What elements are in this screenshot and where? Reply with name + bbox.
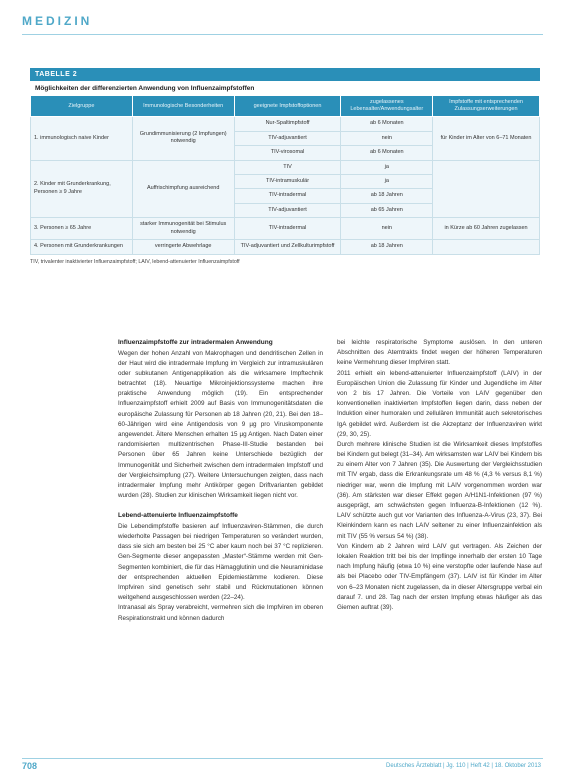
paragraph: Intranasal als Spray verabreicht, vermehren sich die Impfviren im oberen Respirationstrakt und können dadurch <box>118 604 323 622</box>
table-cell-immuno: starker Immunogenität bei Stimulus notwendig <box>132 218 234 240</box>
article-column-right <box>337 338 542 624</box>
table-cell-age: ab 65 Jahren <box>341 203 433 217</box>
table-cell-option: TIV-adjuvantiert <box>234 203 341 217</box>
table-cell-option: TIV-intramuskulär <box>234 174 341 188</box>
table-cell-ext: für Kinder im Alter von 6–71 Monaten <box>433 117 540 160</box>
table-cell-immuno: verringerte Abwehrlage <box>132 240 234 254</box>
article-body <box>118 338 542 624</box>
page-number: 708 <box>22 761 38 771</box>
journal-citation: Deutsches Ärzteblatt | Jg. 110 | Heft 42 | 18. Oktober 2013 <box>386 763 541 769</box>
table-cell-age: nein <box>341 218 433 240</box>
table-header: zugelassenes Lebensalter/Anwendungsalter <box>341 96 433 117</box>
section-label: MEDIZIN <box>22 14 93 28</box>
table-header: geeignete Impfstoffoptionen <box>234 96 341 117</box>
table-cell-age: ab 6 Monaten <box>341 146 433 160</box>
table-row <box>31 218 540 240</box>
table-row <box>31 240 540 254</box>
paragraph: Durch mehrere klinische Studien ist die Wirksamkeit dieses Impfstoffes bei Kindern gut belegt (31–34). Am wirksamsten war LAIV bei Kindern bis zu einem Alter von 7 Jahren (35). Die Auswertung der Vergleichsstudien mit TIV ergab, dass die Erkrankungsrate um 48 % (4,3 % versus 8,1 %) niedriger war, wenn die Impfung mit LAIV vorgenommen worden war (36). Am stärksten war dieser Effekt gegen A/H1N1-Infektionen (97 %) ausgeprägt, am schwächsten gegen Influenza-B-Infektionen (12 %). LAIV schützte auch gut vor Varianten des Influenza-A-Virus (23, 37). Bei Kleinkindern kann es nach LAIV seltener zu einer Influenzainfektion als mit TIV (55 % versus 54 %) (38). <box>337 440 542 540</box>
table-cell-group: 3. Personen ≥ 65 Jahre <box>31 218 133 240</box>
table-header: Impfstoffe mit entsprechenden Zulassungserweiterungen <box>433 96 540 117</box>
table-title: TABELLE 2 <box>30 68 540 81</box>
table-cell-age: ab 18 Jahren <box>341 240 433 254</box>
table-cell-age: ja <box>341 160 433 174</box>
table-cell-ext: in Kürze ab 60 Jahren zugelassen <box>433 218 540 240</box>
table-cell-option: TIV-adjuvantiert und Zellkulturimpfstoff <box>234 240 341 254</box>
footer-rule <box>22 758 543 759</box>
paragraph: Wegen der hohen Anzahl von Makrophagen und dendritischen Zellen in der Haut wird die intradermale Impfung im Vergleich zur intramuskulären oder subkutanen Antigenapplikation als die wirksamere Impftechnik betrachtet (18). Neuartige Mikroinjektionssysteme machen ihre praktische Anwendung möglich (19). Ein entsprechender Influenzaimpfstoff erhielt 2009 auf Basis von Immunogenitätsdaten die europäische Zulassung für Personen ab 18 Jahren (20, 21). Bei den 18–60-Jährigen wird eine Antigendosis von 9 µg pro Viruskomponente angewendet. Ältere Menschen erhalten 15 µg Antigen. Nach Daten einer randomisierten multizentrischen Phase-III-Studie bestanden bei Personen über 65 Jahren keine Unterschiede bezüglich der Immunogenität und Sicherheit zwischen dem intradermalen Impfstoff und der Vergleichsimpfung (27). Weitere Untersuchungen zeigten, dass nach intradermaler Impfung mehr Antikörper gegen Driftvarianten gebildet wurden (28). Studien zur klinischen Wirksamkeit liegen nicht vor. <box>118 349 323 500</box>
table-header: Immunologische Besonderheiten <box>132 96 234 117</box>
table-cell-option: TIV <box>234 160 341 174</box>
subheading: Lebend-attenuierte Influenzaimpfstoffe <box>118 512 238 520</box>
table-cell-option: TIV-virosomal <box>234 146 341 160</box>
vaccine-table <box>30 68 540 266</box>
table-cell-group: 2. Kinder mit Grunderkrankung, Personen ≥ 9 Jahre <box>31 160 133 218</box>
table-cell-ext <box>433 160 540 218</box>
table-cell-immuno: Auffrischimpfung ausreichend <box>132 160 234 218</box>
paragraph: Von Kindern ab 2 Jahren wird LAIV gut vertragen. Als Zeichen der lokalen Reaktion tritt bei bis der Impflinge innerhalb der ersten 10 Tage nach Impfung häufig (etwa 10 %) eine verstopfte oder laufende Nase auf als bei Placebo oder TIV-Empfängern (37). LAIV ist für Kinder im Alter von 6–23 Monaten nicht zugelassen, da in dieser Altersgruppe verbal ein darauf 7. und 28. Tag nach der ersten Impfung etwas häufiger als das Giemen auftrat (39). <box>337 542 542 611</box>
paragraph: Die Lebendimpfstoffe basieren auf Influenzaviren-Stämmen, die durch wiederholte Passagen bei niedrigen Temperaturen so verändert wurden, dass sie sich am besten bei 25 °C aber kaum noch bei 37 °C replizieren. Gen-Segmente dieser angepassten „Master“-Stämme werden mit Gen-Segmenten kombiniert, die für das Hämagglutinin und die Neuraminidase der entsprechenden aktuellen Epidemiestämme kodieren. Diese Impfviren sind genetisch sehr stabil und Rückmutationen können weitgehend ausgeschlossen werden (22–24). <box>118 522 323 602</box>
table-cell-option: Nur-Spaltimpfstoff <box>234 117 341 131</box>
table-row <box>31 117 540 131</box>
table-cell-ext <box>433 240 540 254</box>
table-header: Zielgruppe <box>31 96 133 117</box>
table-footnote: TIV, trivalenter inaktivierter Influenzaimpfstoff; LAIV, lebend-attenuierter Influenzaimpfstoff <box>30 258 240 265</box>
section-rule <box>22 34 543 35</box>
table-grid <box>30 95 540 255</box>
subheading: Influenzaimpfstoffe zur intradermalen Anwendung <box>118 339 273 346</box>
article-column-left <box>118 338 323 624</box>
table-cell-option: TIV-intradermal <box>234 189 341 203</box>
table-cell-group: 4. Personen mit Grunderkrankungen <box>31 240 133 254</box>
table-cell-group: 1. immunologisch naive Kinder <box>31 117 133 160</box>
paragraph: 2011 erhielt ein lebend-attenuierter Influenzaimpfstoff (LAIV) in der Europäischen Union die Zulassung für Kinder und Jugendliche im Alter von 2 bis 17 Jahren. Die Vorteile von LAIV gegenüber den konventionellen inaktivierten Impfstoffen liegen darin, dass neben der Induktion einer humoralen und zellulären Immunität auch sekretorisches IgA gebildet wird. Außerdem ist die Akzeptanz der Influenzaviren wirkt (29, 30, 25). <box>337 369 542 438</box>
table-caption: Möglichkeiten der differenzierten Anwendung von Influenzaimpfstoffen <box>35 85 255 92</box>
table-cell-immuno: Grundimmunisierung (2 Impfungen) notwendig <box>132 117 234 160</box>
table-cell-age: ja <box>341 174 433 188</box>
table-cell-option: TIV-intradermal <box>234 218 341 240</box>
table-cell-age: ab 6 Monaten <box>341 117 433 131</box>
table-cell-age: nein <box>341 131 433 145</box>
paragraph: bei leichte respiratorische Symptome auslösen. In den unteren Abschnitten des Atemtrakts findet wegen der höheren Temperaturen keine Vermehrung dieser Impfviren statt. <box>337 339 542 367</box>
page-footer <box>0 758 565 780</box>
table-row <box>31 160 540 174</box>
table-cell-option: TIV-adjuvantiert <box>234 131 341 145</box>
table-cell-age: ab 18 Jahren <box>341 189 433 203</box>
